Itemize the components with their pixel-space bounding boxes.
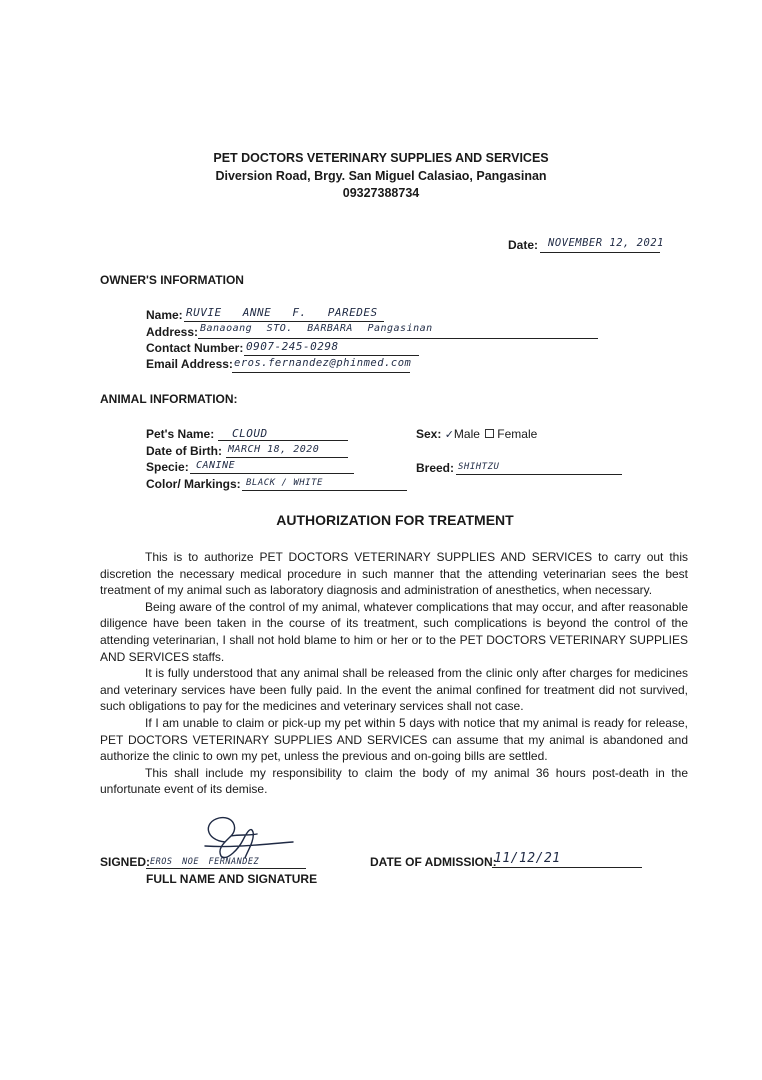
owner-contact-value: 0907-245-0298: [246, 340, 339, 353]
owner-email-value: eros.fernandez@phinmed.com: [234, 357, 412, 369]
dob-value: MARCH 18, 2020: [228, 444, 320, 455]
animal-heading: ANIMAL INFORMATION:: [100, 392, 238, 406]
breed-value: SHIHTZU: [458, 462, 500, 472]
admission-line: [492, 867, 642, 868]
signature-caption: FULL NAME AND SIGNATURE: [146, 872, 318, 886]
date-value: NOVEMBER 12, 2021: [548, 237, 664, 249]
date-line: [540, 252, 660, 253]
signed-line: [146, 868, 306, 869]
paragraph-2: Being aware of the control of my animal, whatever complications that may occur, and after reasonable diligence have been taken in the course of its treatment, such complications is beyond the control of the attending veterinarian, I shall not hold blame to him or her or to the PET DOCTORS VETERINARY SUPPLIES AND SERVICES staffs.: [100, 599, 688, 664]
color-line: [242, 490, 407, 491]
owner-address-value: Banaoang STO. BARBARA Pangasinan: [200, 323, 433, 334]
signed-name-value: EROS NOE FERNANDEZ: [150, 857, 260, 867]
sex-male-option: Male: [453, 427, 480, 441]
dob-line: [226, 457, 348, 458]
owner-address-line: [198, 338, 598, 339]
owner-name-line: [184, 321, 384, 322]
owner-name-value: RUVIE ANNE F. PAREDES: [186, 306, 378, 319]
owner-contact-label: Contact Number:: [146, 341, 244, 355]
admission-value: 11/12/21: [494, 851, 561, 866]
sex-female-option: Female: [497, 427, 538, 441]
paragraph-1: This is to authorize PET DOCTORS VETERINARY SUPPLIES AND SERVICES to carry out this discretion the necessary medical procedure in such manner that the attending veterinarian sees the best treatment of my animal such as laboratory diagnosis and administration of anesthetics, when necessary.: [100, 550, 688, 598]
sex-female-checkbox: [485, 429, 494, 438]
owner-heading: OWNER'S INFORMATION: [100, 273, 244, 287]
dob-label: Date of Birth:: [146, 444, 222, 458]
paragraph-4: If I am unable to claim or pick-up my pet within 5 days with notice that my animal is ready for release, PET DOCTORS VETERINARY SUPPLIES AND SERVICES can assume that my animal is abandoned and authorize the clinic to own my pet, unless the previous and on-going bills are settled.: [100, 715, 688, 764]
breed-line: [456, 474, 622, 475]
paragraph-3: It is fully understood that any animal shall be released from the clinic only after charges for medicines and veterinary services have been fully paid. In the event the animal confined for treatment did not survived, such obligations to pay for the medicines and veterinary services shall not case.: [100, 666, 688, 714]
pet-name-label: Pet's Name:: [146, 427, 215, 441]
specie-line: [190, 473, 354, 474]
pet-name-value: CLOUD: [232, 427, 268, 440]
clinic-address: Diversion Road, Brgy. San Miguel Calasiao, Pangasinan: [215, 168, 547, 183]
color-value: BLACK / WHITE: [246, 478, 323, 488]
authorization-title: AUTHORIZATION FOR TREATMENT: [276, 512, 514, 528]
clinic-name: PET DOCTORS VETERINARY SUPPLIES AND SERVICES: [213, 151, 549, 165]
breed-label: Breed:: [416, 461, 455, 475]
color-label: Color/ Markings:: [146, 477, 241, 491]
owner-address-label: Address:: [146, 325, 199, 339]
signed-label: SIGNED:: [100, 855, 151, 869]
clinic-header: [0, 150, 762, 203]
authorization-body: [100, 549, 688, 798]
sex-field: [416, 427, 537, 441]
clinic-phone: 09327388734: [342, 186, 420, 200]
sex-male-checkbox: ✓: [444, 429, 454, 441]
paragraph-5: This shall include my responsibility to claim the body of my animal 36 hours post-death in the unfortunate event of its demise.: [100, 765, 688, 797]
pet-name-line: [218, 440, 348, 441]
owner-contact-line: [244, 355, 419, 356]
owner-email-label: Email Address:: [146, 357, 233, 371]
date-label: Date:: [508, 238, 539, 252]
sex-label: Sex:: [416, 427, 442, 441]
specie-value: CANINE: [196, 460, 236, 471]
owner-email-line: [232, 372, 410, 373]
owner-name-label: Name:: [146, 308, 183, 322]
admission-label: DATE OF ADMISSION:: [370, 855, 497, 869]
specie-label: Specie:: [146, 460, 189, 474]
